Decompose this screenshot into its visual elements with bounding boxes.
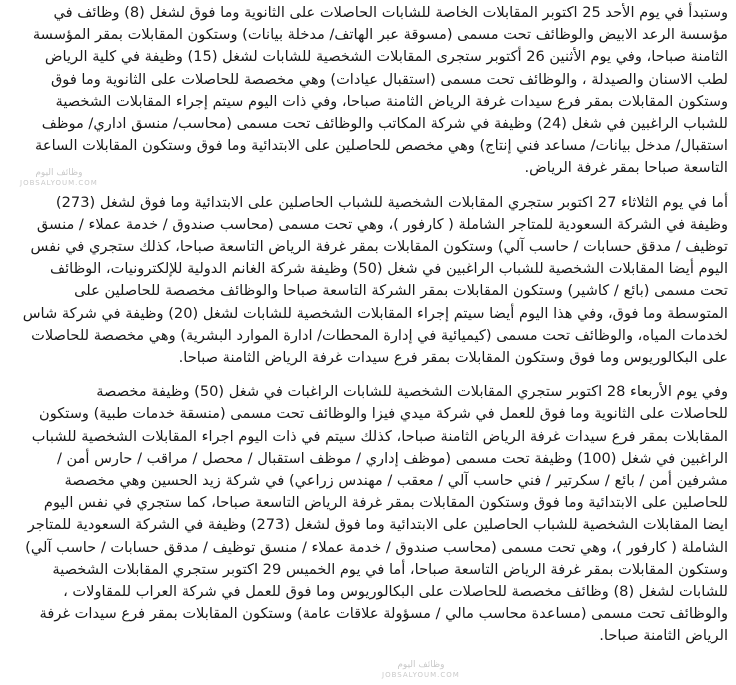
paragraph-line: للشباب الراغبين في شغل (24) وظيفة في شركة المكاتب والوظائف تحت مسمى (محاسب/ منسق اداري/ موظف <box>41 115 728 133</box>
paragraph-line: التاسعة صباحا بمقر غرفة الرياض. <box>524 159 728 177</box>
paragraph-line: توظيف / مدقق حسابات / حاسب آلي) وستكون المقابلات بمقر غرفة الرياض التاسعة صباحا، كذلك ستجري في نفس <box>30 238 728 256</box>
paragraph-line: الشاملة ( كارفور )، وهي تحت مسمى (محاسب صندوق / خدمة عملاء / منسق توظيف / مدقق حسابات / حاسب آلي) <box>25 538 728 556</box>
paragraph-line: استقبال/ مدخل بيانات/ مساعد فني إنتاج) وهي مخصص للحاصلين على الابتدائية وما فوق وستكون المقابلات الساعة <box>35 137 728 155</box>
paragraph-line: الراغبين في شغل (100) وظيفة تحت مسمى (موظف إداري / موظف استقبال / محصل / مراقب / حارس أمن / <box>56 449 728 467</box>
paragraph-line: للحاصلين على الابتدائية وما فوق وستكون المقابلات بمقر غرفة الرياض التاسعة صباحا، كما ستجري في نفس اليوم <box>43 494 728 512</box>
paragraph-line: وفي يوم الأربعاء 28 اكتوبر ستجري المقابلات الشخصية للشابات الراغبات في شغل (50) وظيفة مخصصة <box>96 383 728 401</box>
watermark-latin: JOBSALYOUM.COM <box>382 671 460 679</box>
paragraph-line: الرياض الثامنة صباحا. <box>599 627 728 645</box>
paragraph-line: على البكالوريوس وما فوق وستكون المقابلات بمقر فرع سيدات غرفة الرياض الثامنة صباحا. <box>178 349 728 367</box>
watermark-arabic: وظائف اليوم <box>35 168 83 178</box>
site-watermark <box>20 168 98 188</box>
paragraph-line: وستبدأ في يوم الأحد 25 اكتوبر المقابلات الخاصة للشابات الحاصلات على الثانوية وما فوق لشغل (8) وظائف في <box>53 4 728 21</box>
site-watermark <box>382 660 460 680</box>
paragraph-line: أما في يوم الثلاثاء 27 اكتوبر ستجري المقابلات الشخصية للشباب الحاصلين على الابتدائية وما فوق لشغل (273) <box>55 193 728 211</box>
paragraph-line: والوظائف تحت مسمى (مساعدة محاسب مالي / مسؤولة علاقات عامة) وستكون المقابلات بمقر فرع سيدات غرفة <box>39 605 728 623</box>
paragraph-1 <box>8 2 728 180</box>
paragraph-line: للشابات لشغل (8) وظائف مخصصة للحاصلات على البكالوريوس وما فوق للعمل في شركة العراب للمقاولات ، <box>63 583 728 601</box>
paragraph-line: مؤسسة الرعد الابيض والوظائف تحت مسمى (مسوقة عبر الهاتف/ مدخلة بيانات) وستكون المقابلات بمقر المؤسسة <box>32 26 728 44</box>
paragraph-line: اليوم أيضا المقابلات الشخصية للشباب الراغبين في شغل (50) وظيفة شركة الغانم الدولية للإلكترونيات، الوظائف <box>50 260 728 278</box>
paragraph-line: لخدمات المياه، والوظائف تحت مسمى (كيميائية في إدارة المحطات/ ادارة الموارد البشرية) وهي مخصصة للحاصلات <box>31 326 728 344</box>
watermark-latin: JOBSALYOUM.COM <box>20 179 98 187</box>
paragraph-spacer <box>8 369 728 381</box>
paragraph-line: ايضا المقابلات الشخصية للشباب الحاصلين على الابتدائية وما فوق لشغل (273) وظيفة في الشركة السعودية للمتاجر <box>27 516 728 534</box>
paragraph-3 <box>8 381 728 647</box>
paragraph-line: المتوسطة وما فوق، وفي هذا اليوم أيضا سيتم إجراء المقابلات الشخصية للشابات لشغل (20) وظيفة في شركة شاس <box>22 304 728 322</box>
watermark-arabic: وظائف اليوم <box>397 660 445 670</box>
paragraph-line: وظيفة في الشركة السعودية للمتاجر الشاملة ( كارفور )، وهي تحت مسمى (محاسب صندوق / خدمة عملاء / منسق <box>36 215 728 233</box>
paragraph-line: للحاصلات على الثانوية وما فوق للعمل في شركة ميدي فيزا والوظائف تحت مسمى (منسقة خدمات طبية) وستكون <box>38 405 728 423</box>
paragraph-spacer <box>8 180 728 192</box>
paragraph-line: تحت مسمى (بائع / كاشير) وستكون المقابلات بمقر الشركة التاسعة صباحا والوظائف مخصصة للحاصلين على <box>74 282 728 300</box>
article-body <box>8 2 728 648</box>
paragraph-line: وستكون المقابلات بمقر فرع سيدات غرفة الرياض الثامنة صباحا، وفي ذات اليوم سيتم إجراء المقابلات الشخصية <box>55 92 728 110</box>
paragraph-2 <box>8 192 728 370</box>
paragraph-line: المقابلات بمقر فرع سيدات غرفة الرياض الثامنة صباحا، كذلك سيتم في ذات اليوم اجراء المقابلات الشخصية للشباب <box>31 427 728 445</box>
paragraph-line: لطب الاسنان والصيدلة ، والوظائف تحت مسمى (استقبال عيادات) وهي مخصصة للحاصلات على الثانوية وما فوق <box>50 70 728 88</box>
paragraph-line: مشرفين أمن / بائع / سكرتير / فني حاسب آلي / معقب / مهندس زراعي) في شركة زيد الحسين وهي مخصصة <box>64 472 728 490</box>
paragraph-line: وستكون المقابلات بمقر غرفة الرياض التاسعة صباحا، أما في يوم الخميس 29 اكتوبر ستجري المقابلات الشخصية <box>52 560 728 578</box>
paragraph-line: الثامنة صباحا، وفي يوم الأثنين 26 أكتوبر ستجرى المقابلات الشخصية للشابات لشغل (15) وظيفة في كلية الرياض <box>44 48 728 66</box>
